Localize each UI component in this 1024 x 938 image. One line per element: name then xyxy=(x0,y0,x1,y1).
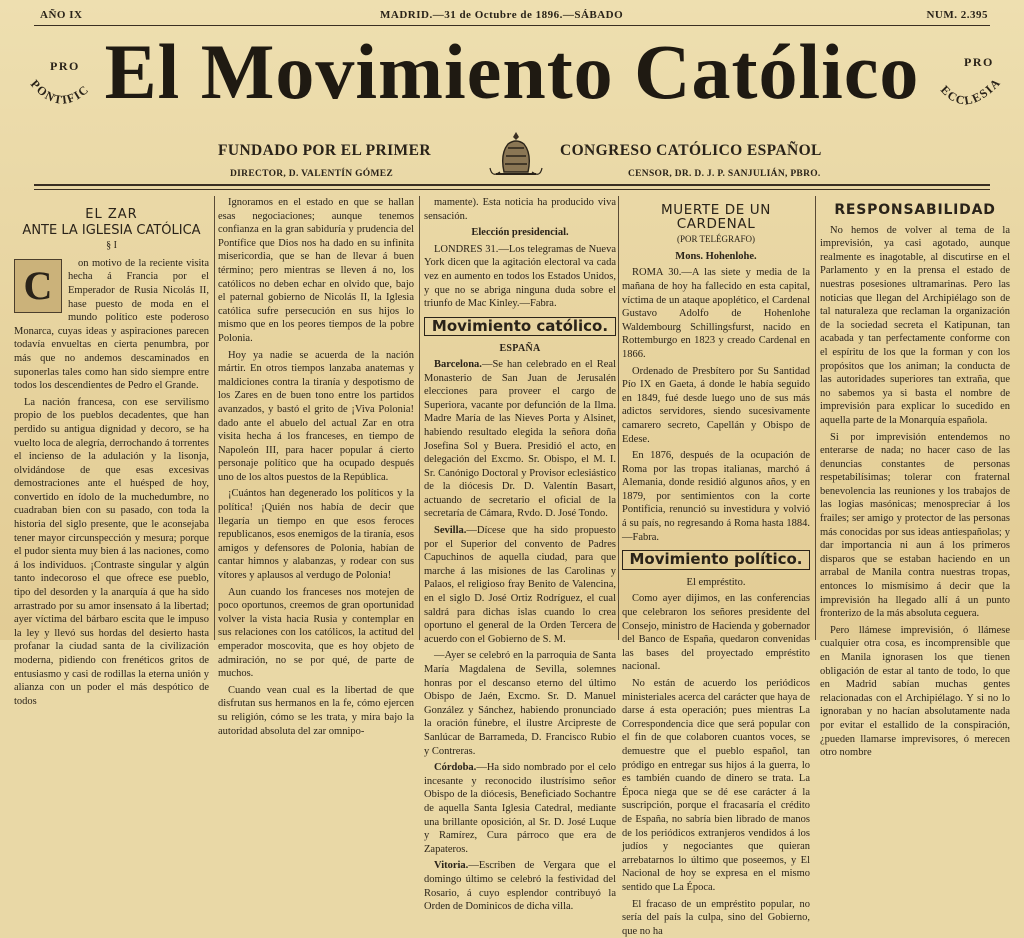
paragraph: mamente). Esta noticia ha producido viva sensación. xyxy=(424,196,616,223)
paragraph-text: —Ayer se celebró en la parroquia de Santa María Magdalena de Sevilla, solemnes honras por el descanso eterno del último Obispo de Jaén, Excmo. Sr. D. Manuel González y Sánchez, habiendo pronunciado la oración fúnebre, el ilustre Arcipreste de Sanlúcar de Barrameda, D. Francisco Rubio y Contreras. xyxy=(424,650,616,756)
column-responsabilidad xyxy=(820,196,1010,640)
column-cardenal xyxy=(622,196,810,640)
article-heading-zar: EL ZAR xyxy=(14,208,209,222)
paragraph: Hoy ya nadie se acuerda de la nación mártir. En otros tiempos lanzaba anatemas y maldiciones contra la tiranía y despotismo de los Zares en de buen tono entre los partidos avanzados, y bastó el grito de ¡Viva Polonia! dado ante el abuelo del actual Zar en otra visita hecha á los franceses, en tiempo de Napoleón III, para hacer popular á cierto personaje político que ha ocupado después uno de los altos puestos de la República. xyxy=(218,349,414,485)
paragraph-text: —Ha sido nombrado por el celo incesante y reconocido ilustrísimo señor Obispo de la diócesis, Beneficiado Sochantre de aquella Santa Iglesia Catedral, mediante una brillante oposición, al Sr. D. José Luque y Ramírez, Cura párroco que era de Zapateros. xyxy=(424,762,616,855)
papal-tiara-icon xyxy=(486,128,546,180)
section-box-catolico: Movimiento católico. xyxy=(424,317,616,337)
seal-left-top: PRO xyxy=(50,59,80,73)
column-divider xyxy=(419,196,420,640)
article-heading-cardenal: MUERTE DE UN CARDENAL xyxy=(622,204,810,231)
paragraph-text: —Dícese que ha sido propuesto por el Superior del convento de Padres Capuchinos de aquella ciudad, para que marche á las misiones de las Carolinas y Palaos, el religioso fray Benito de Valencina, en el siglo D. José Ortiz Rodríguez, el cual saldrá para dichas islas cuando lo crea oportuno el general de la Orden Tercera de acuerdo con el Gobierno de S. M. xyxy=(424,525,616,645)
paragraph: ¡Cuántos han degenerado los políticos y la política! ¡Quién nos había de decir que llegaría un tiempo en que esos feroces republicanos, esos enemigos de la tiranía, esos amigos y defensores de Polonia, habían de cantar himnos y alabanzas, y rodear con sus vítores y aplausos al verdugo de Polonia! xyxy=(218,487,414,582)
section-mark: § I xyxy=(14,239,209,253)
seal-right-icon xyxy=(936,50,1006,114)
pro-pontifice-seal xyxy=(24,50,94,114)
article-heading-responsabilidad: RESPONSABILIDAD xyxy=(820,204,1010,218)
article-body-zar xyxy=(14,257,209,709)
region-heading: ESPAÑA xyxy=(424,342,616,356)
paragraph: Aun cuando los franceses nos motejen de poco oportunos, creemos de gran oportunidad volver la vista hacia Rusia y contemplar en sus relaciones con los católicos, la actitud del emperador moscovita, que es hoy objeto de admiración, no se por qué, de parte de muchos. xyxy=(218,586,414,681)
paragraph: Si por imprevisión entendemos no enterarse de nada; no hacer caso de las denuncias constantes de personas respetabilísimas; tolerar con fraternal benevolencia las reuniones y los trabajos de las logias masónicas; menospreciar á los frailes; ser amigo y protector de las personas más conocidas por sus ideas antiespañolas; y dar importancia ni aun á los primeros disparos que se estaban haciendo en un arrabal de Manila contra nuestras tropas, entonces lo mismísimo á decir que la imprevisión ha llegado allí á un punto fronterizo de la más absoluta ceguera. xyxy=(820,431,1010,621)
place-name: Sevilla. xyxy=(434,525,466,536)
seal-right-top: PRO xyxy=(964,55,994,69)
paragraph: No están de acuerdo los periódicos ministeriales acerca del carácter que haya de darse á esta operación; pues mientras La Correspondencia dice que será popular con el fin de que colaboren cuantos voces, se demuestre que el pueblo español, tan pródigo en entregar sus hijos á la guerra, lo es también cuando de dinero se trata. La Época niega que se dé ese carácter á la suscripción, porque el fracasaría el crédito de España, no sabría bien librado de manos de los periódicos extranjeros vendidos á los judíos y negociantes que quieran arrebatarnos lo último que poseemos, y El Nacional de hoy se expresa en el mismo sentido que La Época. xyxy=(622,677,810,895)
subheading-name: Mons. Hohenlohe. xyxy=(622,250,810,264)
svg-text:ECCLESIA xyxy=(938,75,1004,108)
date-line: MADRID.—31 de Octubre de 1896.—SÁBADO xyxy=(380,9,623,21)
issue-number: NUM. 2.395 xyxy=(926,9,988,21)
year-label: AÑO IX xyxy=(40,9,82,21)
paragraph: Como ayer dijimos, en las conferencias que celebraron los señores presidente del Consejo, ministro de Hacienda y gobernador del Banco de España, quedaron convenidas las bases del proyectado empréstito nacional. xyxy=(622,592,810,674)
paragraph: Pero llámese imprevisión, ó llámese cualquier otra cosa, es incomprensible que en Manila ignorasen los que tienen obligación de estar al tanto de todo, lo que en Madrid sabían muchas gentes relacionadas con el Archipiélago. Y si no lo ignoraban y no hacían absolutamente nada por evitar el estallido de la conspiración, ¿pueden llamarse imprevisores, ó merecen otro nombre xyxy=(820,624,1010,760)
paragraph: Ordenado de Presbítero por Su Santidad Pío IX en Gaeta, á donde le había seguido en 1849, fué desde luego uno de sus más adictos servidores, siendo sucesivamente camarero secreto, Capellán y Obispo de Edese. xyxy=(622,365,810,447)
subheading-election: Elección presidencial. xyxy=(424,226,616,240)
paragraph: on motivo de la reciente visita hecha á Francia por el Emperador de Rusia Nicolás II, hase puesto de moda en el mundo político este poderoso Monarca, cuyas ideas y aspiraciones parecen todavía envueltas en cierta penumbra, por más que no andemos descaminados en suponerlas tales como han sido siempre entre todos los descendientes de Pedro el Grande. xyxy=(14,257,209,393)
column-continuation xyxy=(218,196,414,640)
paragraph xyxy=(424,761,616,856)
paragraph xyxy=(424,649,616,758)
column-divider xyxy=(815,196,816,640)
paragraph xyxy=(424,524,616,646)
seal-left-bottom: PONTIFIC xyxy=(24,50,92,107)
column-news xyxy=(424,196,616,640)
subtitle-right: CONGRESO CATÓLICO ESPAÑOL xyxy=(560,142,822,160)
telegraph-note: (POR TELÉGRAFO) xyxy=(622,233,810,247)
paragraph: El fracaso de un empréstito popular, no sería del país la culpa, sino del Gobierno, que no ha xyxy=(622,898,810,938)
paragraph xyxy=(424,859,616,913)
column-zar xyxy=(14,196,209,640)
paragraph: No hemos de volver al tema de la imprevisión, ya casi agotado, aunque realmente es inagotable, al discutirse en el Parlamento y en la prensa el estado de nuestras posesiones ultramarinas. Pero las noticias que llegan del Archipiélago son de tal naturaleza que reclaman la organización de la sociedad secreta el Katipunan, tan acabada y tan perfectamente conforme con el espíritu de los que la forman y con los propósitos que los animan; la conducta de las autoridades superiores tan extraña, que no sabemos ya si basta el nombre de imprevisión para explicar lo sucedido en aquella parte de la Monarquía española. xyxy=(820,224,1010,428)
paragraph: ROMA 30.—A las siete y media de la mañana de hoy ha fallecido en esta capital, víctima de un ataque apoplético, el Cardenal Gustavo Adolfo de Hohenlohe Waldembourg Schillingsfurst, nacido en Rottemburgo en 1823 y creado Cardenal en 1866. xyxy=(622,266,810,361)
masthead-rule xyxy=(34,184,990,186)
seal-right-bottom: ECCLESIA xyxy=(938,75,1004,108)
director-line: DIRECTOR, D. VALENTÍN GÓMEZ xyxy=(230,169,393,179)
dropcap-letter: C xyxy=(14,259,62,313)
subheading-emprestito: El empréstito. xyxy=(622,576,810,590)
place-name: Barcelona. xyxy=(434,359,482,370)
place-name: Vitoria. xyxy=(434,860,468,871)
paragraph: En 1876, después de la ocupación de Roma por las tropas italianas, marchó á Alemania, donde residió algunos años, y en 1879, por sentimientos con la corte Pontificia, renunció su investidura y volvió á su país, no regresando á Roma hasta 1884.—Fabra. xyxy=(622,449,810,544)
subtitle-left: FUNDADO POR EL PRIMER xyxy=(218,142,431,160)
paragraph: Cuando vean cual es la libertad de que disfrutan sus hermanos en la fe, cómo ejercen su religión, cómo se les trata, y mira bajo la autoridad absoluta del zar omnipo- xyxy=(218,684,414,738)
seal-left-icon xyxy=(24,50,94,114)
paragraph: Ignoramos en el estado en que se hallan esas negociaciones; aunque tenemos confianza en la gran sabiduría y prudencia del Pontífice que Dios nos ha dado en su infinita misericordia, que se han de llevar á buen término; pero mientras se lleven á no, los católicos no deben echar en olvido que, bajo el paternal gobierno de Nicolás II, la Iglesia católica sufre persecución en sus hijos lo mismo que en los peores tiempos de la pobre Polonia. xyxy=(218,196,414,346)
place-name: Córdoba. xyxy=(434,762,476,773)
column-divider xyxy=(618,196,619,640)
paragraph: La nación francesa, con ese servilismo propio de los pueblos decadentes, que han perdido su antigua dignidad y decoro, se ha vuelto loca de alegría, derrochando á torrentes el incienso de la adulación y la lisonja, olvidándose de que esas excesivas demostraciones ante el huésped de hoy, convertido en ídolo de la muchedumbre, no cuadraban bien con su pasado, con toda la historia del siglo presente, que le aconsejaba tener mayor circunspección y mesura; porque el pudor sienta muy bien á las naciones, como á los individuos. ¡Contraste singular y algún tanto indecoroso el que ofrece ese pueblo, tipo del desorden y la anarquía á que ha sido arrastrado por su amor insensato á la libertad; ayer víctima del bárbaro escita que le impuso la ley y llevó sus hordas del desierto hasta profanar la ciudad santa de la civilización moderna, pidiendo con frenéticos gritos de entusiasmo y casi de rodillas la eterna unión y alianza con un poder el más despótico de todos xyxy=(14,396,209,709)
pro-ecclesia-seal xyxy=(936,50,1006,114)
section-box-politico: Movimiento político. xyxy=(622,550,810,570)
newspaper-title: El Movimiento Católico xyxy=(92,26,932,118)
masthead-rule-thin xyxy=(34,189,990,190)
paragraph: LONDRES 31.—Los telegramas de Nueva York dicen que la agitación electoral va cada vez en aumento en todos los Estados Unidos, y que no se abriga ninguna duda sobre el triunfo de Mac Kinley.—Fabra. xyxy=(424,243,616,311)
paragraph xyxy=(424,358,616,521)
paragraph-text: —Se han celebrado en el Real Monasterio de San Juan de Jerusalén elecciones para proveer el cargo de Superiora, vacante por defunción de la Ilma. Madre María de las Nieves Porta y Alsinet, habiendo resultado elegida la señora doña Josefina Sol y Buera. Presidió el acto, en delegación del Excmo. Sr. Obispo, el M. I. Sr. Canónigo Doctoral y Provisor eclesiástico de la diócesis Dr. D. Valentín Basart, actuando de secretario el oficial de la secretaría de Cámara, Rvdo. D. José Tondo. xyxy=(424,359,616,520)
top-info-line xyxy=(0,0,1024,24)
paragraph-text: —Escriben de Vergara que el domingo último se celebró la festividad del Rosario, á cuyo esplendor contribuyó la Orden de Dominicos de dicha villa. xyxy=(424,860,616,912)
article-subheading-zar: ANTE LA IGLESIA CATÓLICA xyxy=(14,224,209,238)
censor-line: CENSOR, DR. D. J. P. SANJULIÁN, PBRO. xyxy=(628,169,821,179)
column-divider xyxy=(214,196,215,640)
